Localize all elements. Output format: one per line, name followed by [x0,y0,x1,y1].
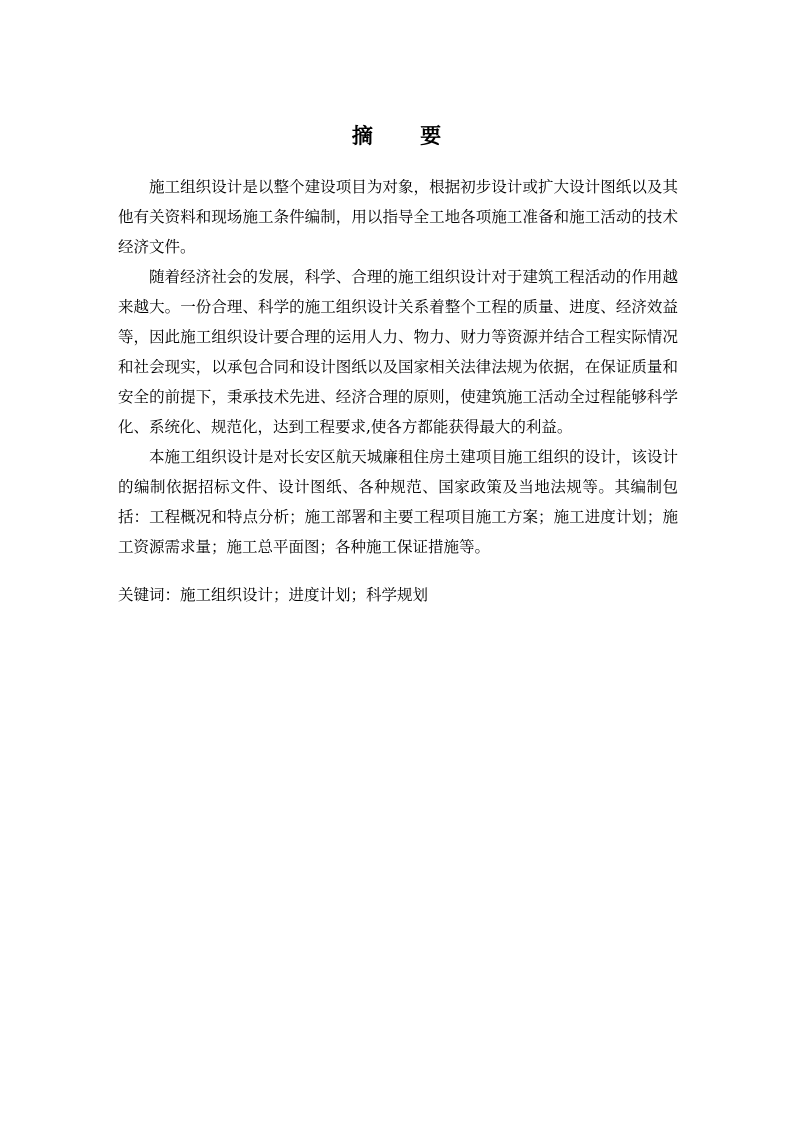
abstract-paragraph: 施工组织设计是以整个建设项目为对象，根据初步设计或扩大设计图纸以及其他有关资料和现场施工条件编制，用以指导全工地各项施工准备和施工活动的技术经济文件。 [118,178,678,256]
abstract-title: 摘 要 [351,123,462,148]
abstract-paragraph: 本施工组织设计是对长安区航天城廉租住房土建项目施工组织的设计，该设计的编制依据招标文件、设计图纸、各种规范、国家政策及当地法规等。其编制包括：工程概况和特点分析；施工部署和主要工程项目施工方案；施工进度计划；施工资源需求量；施工总平面图；各种施工保证措施等。 [118,448,678,556]
abstract-paragraph: 随着经济社会的发展，科学、合理的施工组织设计对于建筑工程活动的作用越来越大。一份合理、科学的施工组织设计关系着整个工程的质量、进度、经济效益等，因此施工组织设计要合理的运用人力、物力、财力等资源并结合工程实际情况和社会现实，以承包合同和设计图纸以及国家相关法律法规为依据，在保证质量和安全的前提下，秉承技术先进、经济合理的原则，使建筑施工活动全过程能够科学化、系统化、规范化，达到工程要求,使各方都能获得最大的利益。 [118,268,678,436]
keywords-line: 关键词：施工组织设计；进度计划；科学规划 [118,586,429,604]
abstract-body [118,172,678,562]
